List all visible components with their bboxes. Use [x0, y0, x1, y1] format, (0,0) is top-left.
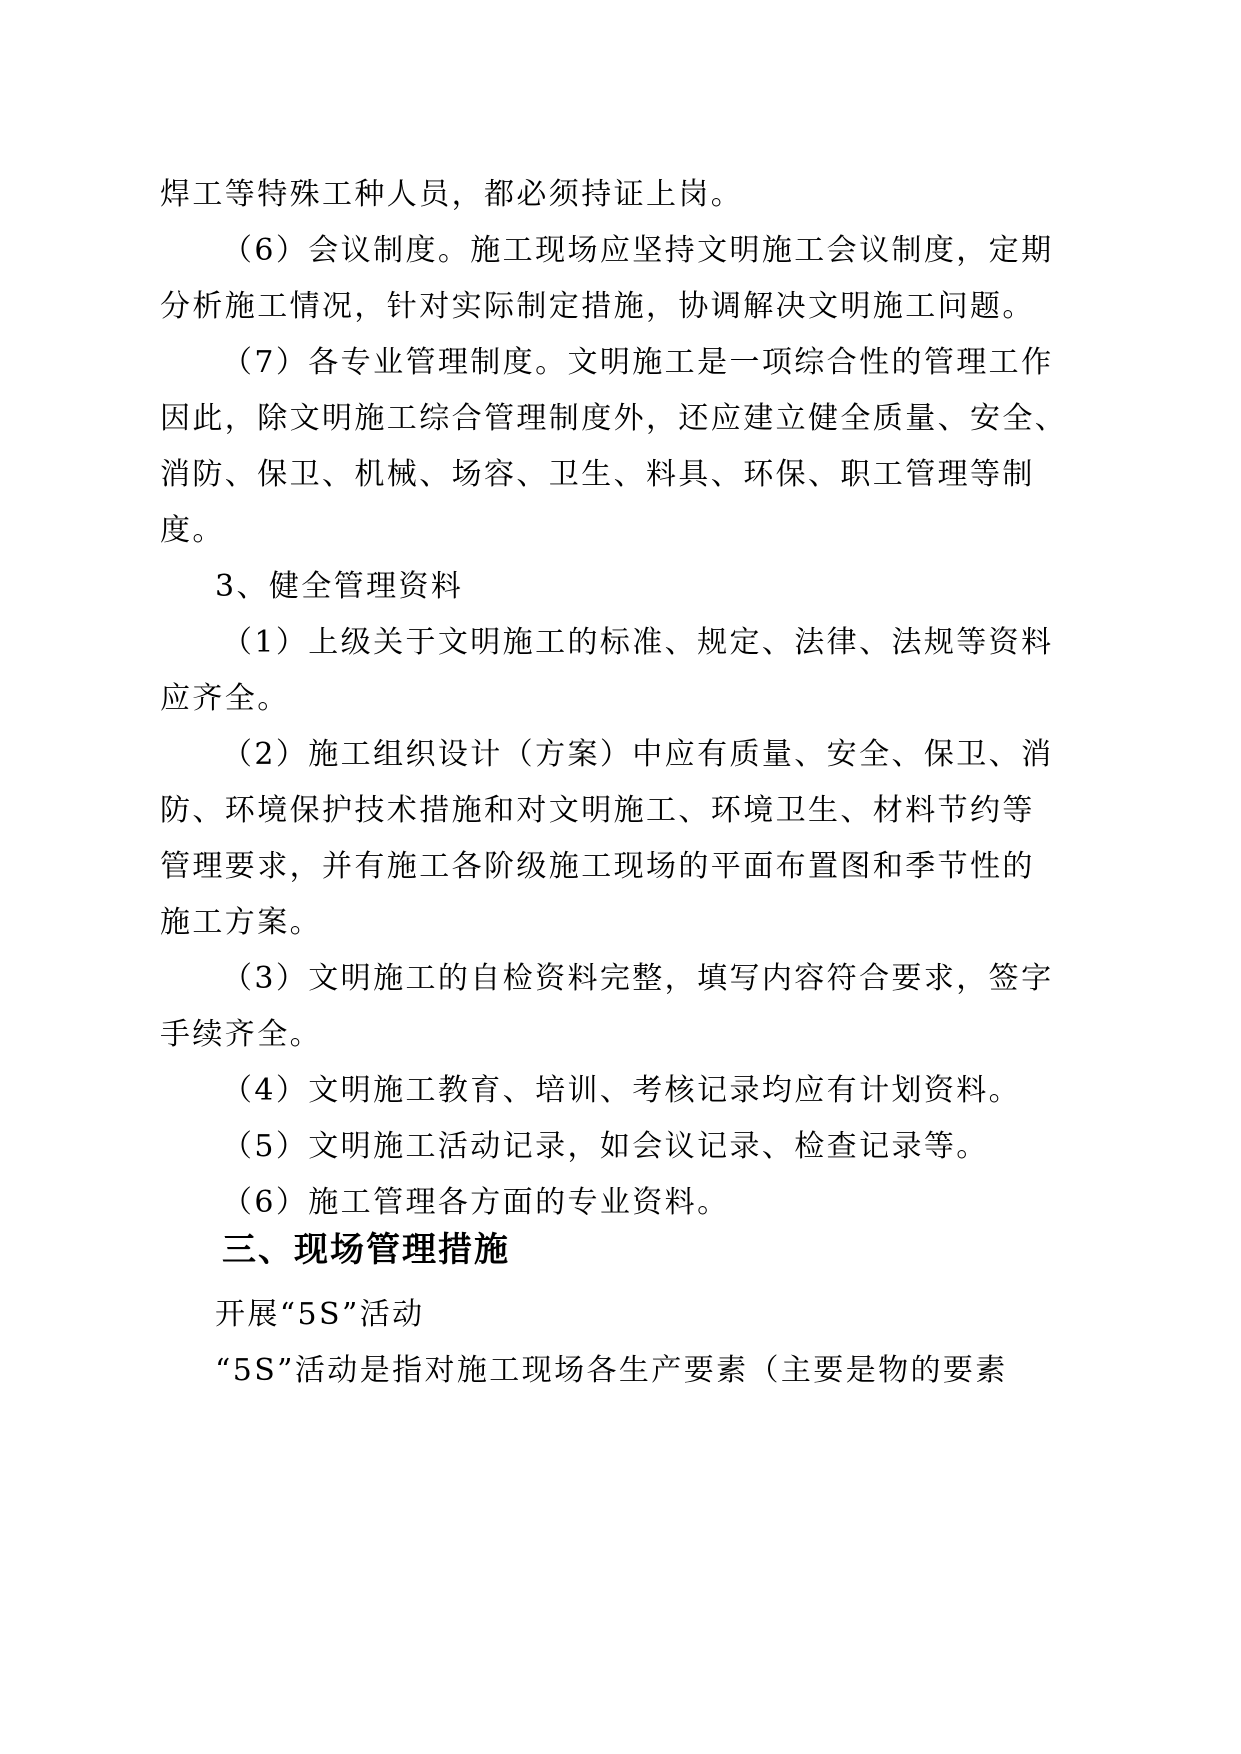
- body-line-4: （7）各专业管理制度。文明施工是一项综合性的管理工作: [222, 345, 1054, 380]
- body-line-12: 防、环境保护技术措施和对文明施工、环境卫生、材料节约等: [160, 793, 1035, 828]
- body-line-6: 消防、保卫、机械、场容、卫生、料具、环保、职工管理等制: [160, 457, 1035, 492]
- body-line-9: （1）上级关于文明施工的标准、规定、法律、法规等资料: [222, 625, 1054, 660]
- body-line-3: 分析施工情况，针对实际制定措施，协调解决文明施工问题。: [160, 289, 1035, 324]
- body-line-5: 因此，除文明施工综合管理制度外，还应建立健全质量、安全、: [160, 401, 1068, 436]
- body-line-16: 手续齐全。: [160, 1017, 322, 1052]
- activity-description-line: “5S”活动是指对施工现场各生产要素（主要是物的要素: [215, 1353, 1008, 1388]
- body-line-18: （5）文明施工活动记录，如会议记录、检查记录等。: [222, 1129, 989, 1164]
- body-line-13: 管理要求，并有施工各阶级施工现场的平面布置图和季节性的: [160, 849, 1035, 884]
- body-line-14: 施工方案。: [160, 905, 322, 940]
- subheading-line: 3、健全管理资料: [215, 569, 464, 604]
- body-line-19: （6）施工管理各方面的专业资料。: [222, 1185, 730, 1220]
- body-line-11: （2）施工组织设计（方案）中应有质量、安全、保卫、消: [222, 737, 1054, 772]
- body-line-1: 焊工等特殊工种人员，都必须持证上岗。: [160, 177, 744, 212]
- body-line-7: 度。: [160, 513, 225, 548]
- body-line-17: （4）文明施工教育、培训、考核记录均应有计划资料。: [222, 1073, 1022, 1108]
- body-line-15: （3）文明施工的自检资料完整，填写内容符合要求，签字: [222, 961, 1054, 996]
- activity-title: 开展“5S”活动: [215, 1297, 425, 1332]
- body-line-2: （6）会议制度。施工现场应坚持文明施工会议制度，定期: [222, 233, 1054, 268]
- section-heading: 三、现场管理措施: [222, 1230, 510, 1270]
- body-line-10: 应齐全。: [160, 681, 290, 716]
